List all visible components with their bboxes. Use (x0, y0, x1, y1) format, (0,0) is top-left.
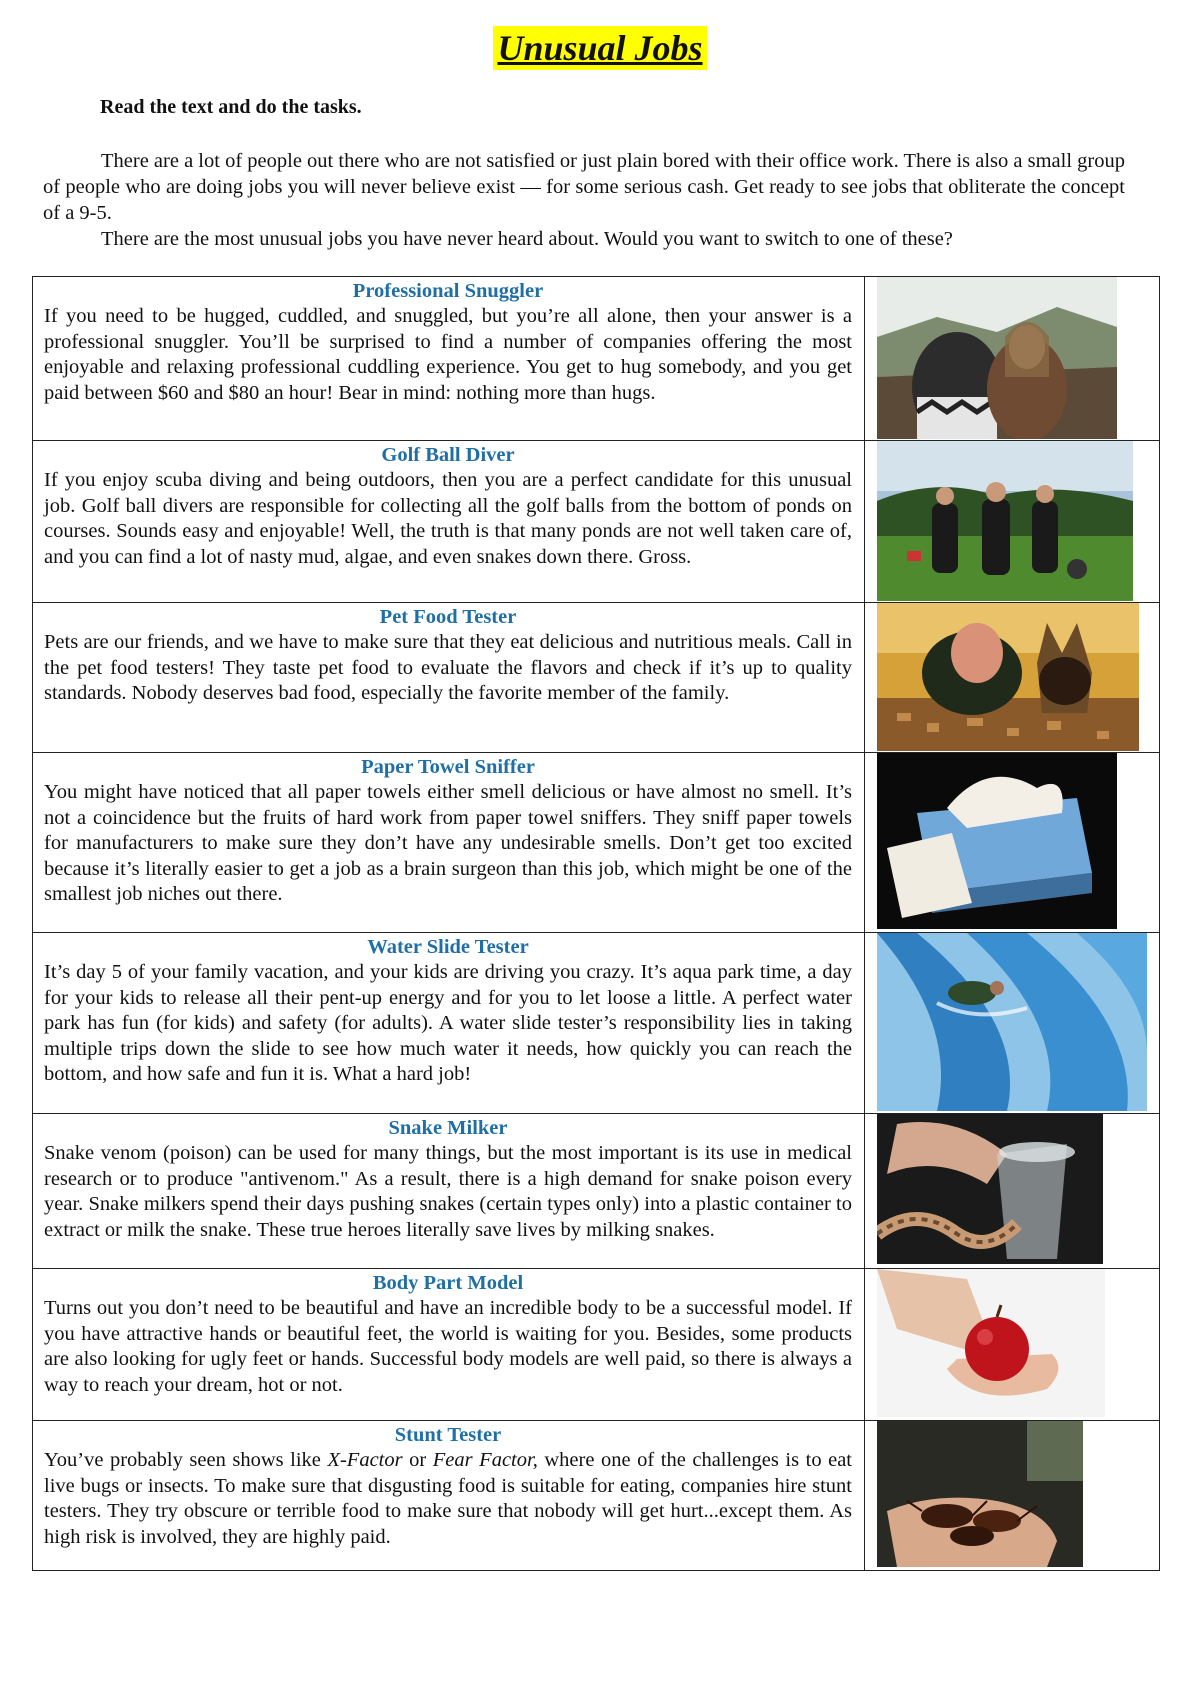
intro-text (43, 148, 1125, 252)
table-row (33, 753, 1160, 933)
man-and-dog-photo (865, 603, 1159, 751)
job-title: Body Part Model (372, 1272, 524, 1294)
table-row (33, 933, 1160, 1114)
instruction: Read the text and do the tasks. (100, 96, 362, 118)
job-title: Snake Milker (388, 1117, 508, 1139)
job-description: Snake venom (poison) can be used for many things, but the most important is its use in medical research or to produce "antivenom." As a result, there is a high demand for snake poison every year. Snake milkers spend their days pushing snakes (certain types only) into a plastic container to extract or milk the snake. These true heroes literally save lives by milking snakes. (44, 1142, 852, 1241)
job-description: If you enjoy scuba diving and being outdoors, then you are a perfect candidate for this unusual job. Golf ball divers are responsible for collecting all the golf balls from the bottom of ponds on courses. Sounds easy and enjoyable! Well, the truth is that many ponds are not well taken care of, and you can find a lot of nasty mud, algae, and even snakes down there. Gross. (44, 469, 852, 568)
jobs-table (32, 276, 1160, 1571)
job-description: Pets are our friends, and we have to make sure that they eat delicious and nutritious meals. Call in the pet food testers! They taste pet food to evaluate the flavors and check if it’s up to quality standards. Nobody deserves bad food, especially the favorite member of the family. (44, 631, 852, 704)
job-title: Pet Food Tester (379, 606, 517, 628)
table-row (33, 441, 1160, 603)
hand-with-apple-photo (865, 1269, 1159, 1417)
table-row (33, 1421, 1160, 1571)
table-row (33, 603, 1160, 753)
table-row (33, 1114, 1160, 1269)
job-title: Paper Towel Sniffer (361, 756, 535, 778)
table-row (33, 277, 1160, 441)
snugglers-photo (865, 277, 1159, 439)
job-title: Stunt Tester (394, 1424, 502, 1446)
job-title: Professional Snuggler (352, 280, 544, 302)
job-description: Turns out you don’t need to be beautiful and have an incredible body to be a successful model. If you have attractive hands or beautiful feet, the world is waiting for you. Besides, some products are also looking for ugly feet or hands. Successful body models are well paid, so there is always a way to reach your dream, hot or not. (44, 1297, 852, 1396)
snake-milking-photo (865, 1114, 1159, 1264)
intro-paragraph: There are a lot of people out there who are not satisfied or just plain bored with their office work. There is also a small group of people who are doing jobs you will never believe exist — for some serious cash. Get ready to see jobs that obliterate the concept of a 9-5. (43, 150, 1125, 224)
golf-divers-photo (865, 441, 1159, 601)
job-title: Golf Ball Diver (381, 444, 515, 466)
job-description: If you need to be hugged, cuddled, and snuggled, but you’re all alone, then your answer is a professional snuggler. You’ll be surprised to find a number of companies offering the most enjoyable and relaxing professional cuddling experience. You get to hug somebody, and you get paid between $60 and $80 an hour! Bear in mind: nothing more than hugs. (44, 305, 852, 404)
job-title: Water Slide Tester (367, 936, 529, 958)
table-row (33, 1269, 1160, 1421)
job-description: You’ve probably seen shows like X-Factor or Fear Factor, where one of the challenges is to eat live bugs or insects. To make sure that disgusting food is suitable for eating, companies hire stunt testers. They try obscure or terrible food to make sure that nobody will get hurt...except them. As high risk is involved, they are highly paid. (44, 1449, 853, 1548)
intro-paragraph: There are the most unusual jobs you have never heard about. Would you want to switch to one of these? (101, 228, 953, 250)
hand-with-bugs-photo (865, 1421, 1159, 1567)
page-title: Unusual Jobs (493, 26, 706, 70)
job-description: It’s day 5 of your family vacation, and your kids are driving you crazy. It’s aqua park time, a day for your kids to release all their pent-up energy and for you to let loose a little. A perfect water park has fun (for kids) and safety (for adults). A water slide tester’s responsibility lies in taking multiple trips down the slide to see how much water it needs, how quickly you can reach the bottom, and how safe and fun it is. What a hard job! (44, 961, 852, 1085)
water-slide-photo (865, 933, 1159, 1111)
job-description: You might have noticed that all paper towels either smell delicious or have almost no smell. It’s not a coincidence but the fruits of hard work from paper towel sniffers. They sniff paper towels for manufacturers to make sure they don’t have any undesirable smells. Don’t get too excited because it’s literally easier to get a job as a brain surgeon than this job, which might be one of the smallest job niches out there. (44, 781, 852, 905)
tissue-box-photo (865, 753, 1159, 929)
